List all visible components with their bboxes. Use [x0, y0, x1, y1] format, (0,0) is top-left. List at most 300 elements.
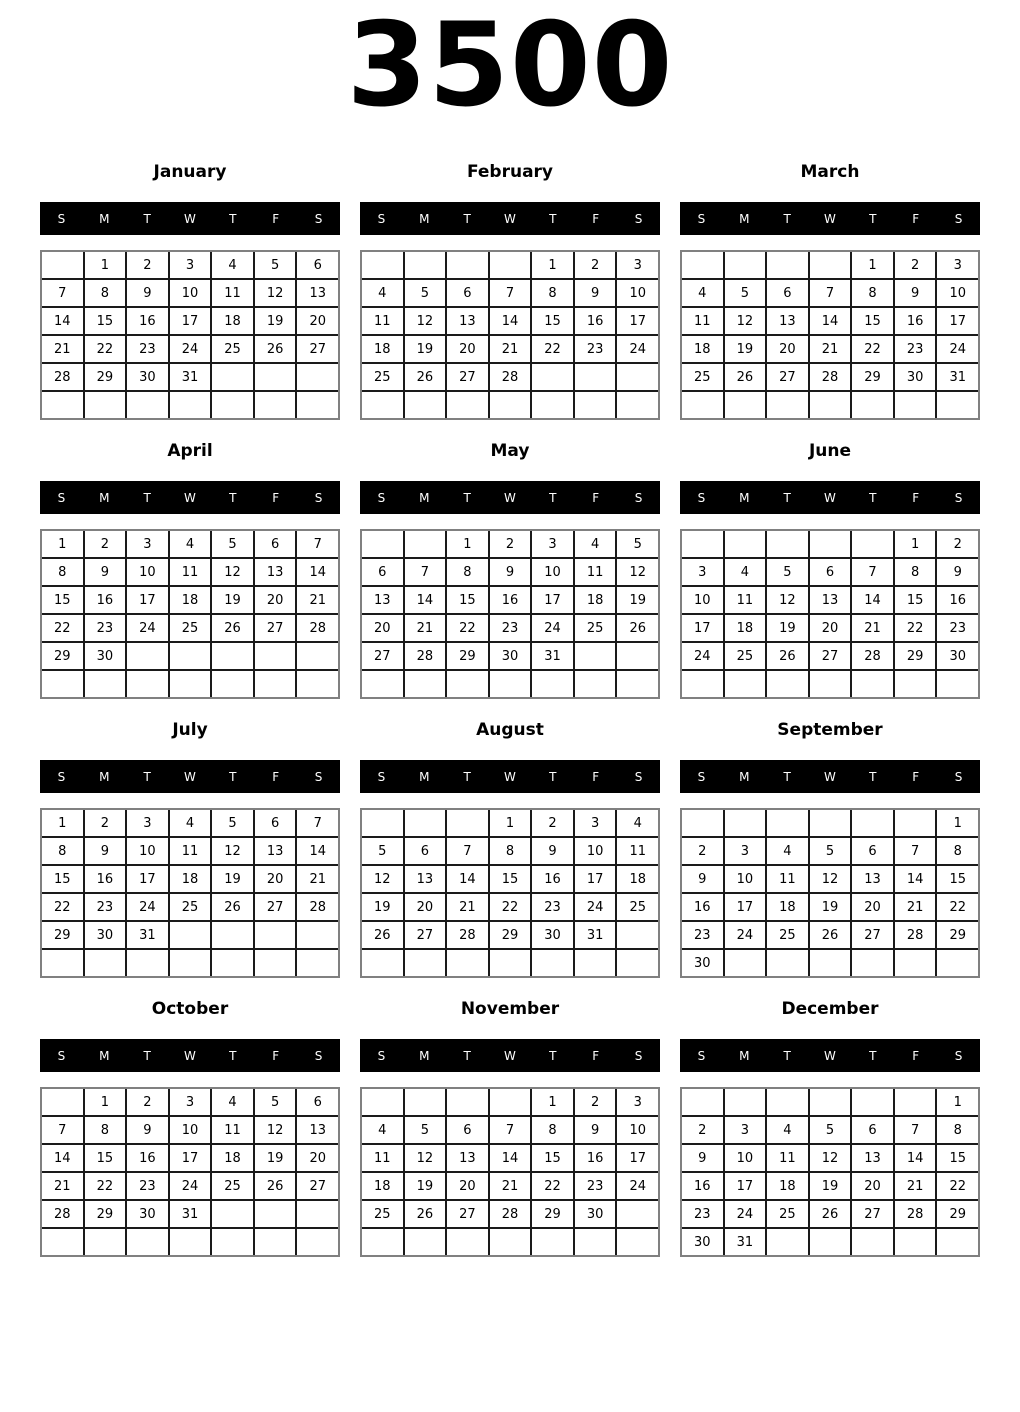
month-title: February	[466, 162, 554, 182]
date-cell: 15	[532, 1145, 573, 1171]
date-cell: 19	[212, 587, 253, 613]
day-header-cell: F	[912, 769, 920, 784]
date-cell: 16	[532, 866, 573, 892]
empty-cell	[85, 950, 126, 976]
date-cell: 4	[362, 280, 403, 306]
date-cell: 21	[810, 336, 851, 362]
date-cell: 9	[532, 838, 573, 864]
date-cell: 4	[767, 1117, 808, 1143]
date-cell: 28	[42, 364, 83, 390]
date-cell: 9	[682, 1145, 723, 1171]
date-cell: 9	[127, 280, 168, 306]
date-cell: 3	[937, 252, 978, 278]
empty-cell	[490, 1229, 531, 1255]
empty-cell	[362, 810, 403, 836]
date-cell: 24	[937, 336, 978, 362]
date-cell: 25	[212, 336, 253, 362]
day-header-row	[360, 760, 660, 793]
date-cell: 25	[767, 922, 808, 948]
date-cell: 12	[405, 308, 446, 334]
day-header-cell: T	[143, 769, 151, 784]
date-cell: 26	[725, 364, 766, 390]
day-header-row	[360, 202, 660, 235]
date-cell: 14	[42, 308, 83, 334]
date-cell: 2	[532, 810, 573, 836]
day-header-cell: W	[184, 490, 196, 505]
date-cell: 19	[810, 894, 851, 920]
date-cell: 20	[852, 894, 893, 920]
day-header-cell: T	[549, 1048, 557, 1063]
empty-cell	[42, 1229, 83, 1255]
date-cell: 9	[575, 1117, 616, 1143]
date-cell: 10	[937, 280, 978, 306]
date-grid	[360, 529, 660, 699]
date-cell: 17	[170, 1145, 211, 1171]
empty-cell	[405, 810, 446, 836]
date-cell: 25	[575, 615, 616, 641]
date-cell: 9	[85, 559, 126, 585]
day-header-cell: F	[592, 1048, 600, 1063]
date-cell: 14	[405, 587, 446, 613]
date-cell: 13	[852, 1145, 893, 1171]
empty-cell	[810, 950, 851, 976]
date-cell: 1	[895, 531, 936, 557]
month-block	[40, 999, 340, 1257]
empty-cell	[405, 392, 446, 418]
empty-cell	[362, 252, 403, 278]
date-cell: 11	[725, 587, 766, 613]
date-cell: 28	[297, 894, 338, 920]
date-cell: 6	[852, 1117, 893, 1143]
empty-cell	[575, 1229, 616, 1255]
empty-cell	[937, 392, 978, 418]
date-cell: 25	[362, 364, 403, 390]
date-cell: 23	[85, 615, 126, 641]
date-cell: 28	[490, 1201, 531, 1227]
empty-cell	[447, 671, 488, 697]
month-title: April	[167, 441, 213, 461]
day-header-cell: S	[954, 490, 963, 505]
date-cell: 28	[297, 615, 338, 641]
empty-cell	[85, 671, 126, 697]
date-cell: 5	[405, 280, 446, 306]
empty-cell	[212, 1229, 253, 1255]
empty-cell	[532, 364, 573, 390]
empty-cell	[447, 950, 488, 976]
date-cell: 16	[127, 308, 168, 334]
day-header-cell: T	[549, 211, 557, 226]
date-cell: 23	[532, 894, 573, 920]
empty-cell	[682, 531, 723, 557]
empty-cell	[810, 392, 851, 418]
date-grid	[680, 529, 980, 699]
date-cell: 3	[127, 531, 168, 557]
empty-cell	[617, 671, 658, 697]
empty-cell	[405, 671, 446, 697]
date-cell: 30	[682, 1229, 723, 1255]
date-cell: 21	[42, 336, 83, 362]
date-cell: 7	[447, 838, 488, 864]
empty-cell	[362, 392, 403, 418]
date-cell: 18	[725, 615, 766, 641]
date-cell: 12	[810, 1145, 851, 1171]
date-cell: 1	[532, 1089, 573, 1115]
date-cell: 30	[895, 364, 936, 390]
date-cell: 7	[895, 838, 936, 864]
date-cell: 21	[405, 615, 446, 641]
day-header-cell: M	[99, 769, 110, 784]
empty-cell	[575, 364, 616, 390]
empty-cell	[255, 1201, 296, 1227]
date-cell: 14	[490, 1145, 531, 1171]
date-cell: 16	[682, 894, 723, 920]
date-cell: 6	[255, 810, 296, 836]
empty-cell	[682, 252, 723, 278]
date-cell: 15	[937, 1145, 978, 1171]
date-cell: 24	[127, 615, 168, 641]
date-cell: 26	[405, 364, 446, 390]
date-cell: 26	[810, 1201, 851, 1227]
date-cell: 21	[895, 894, 936, 920]
day-header-cell: T	[143, 490, 151, 505]
date-cell: 4	[767, 838, 808, 864]
empty-cell	[767, 810, 808, 836]
month-block	[680, 162, 980, 420]
date-cell: 31	[170, 1201, 211, 1227]
month-title: November	[460, 999, 560, 1019]
date-cell: 5	[362, 838, 403, 864]
date-grid	[40, 808, 340, 978]
month-block	[680, 441, 980, 699]
day-header-cell: W	[824, 1048, 836, 1063]
date-cell: 22	[42, 894, 83, 920]
empty-cell	[617, 392, 658, 418]
day-header-cell: S	[377, 490, 386, 505]
date-cell: 7	[490, 1117, 531, 1143]
day-header-cell: M	[99, 1048, 110, 1063]
day-header-cell: F	[912, 211, 920, 226]
date-cell: 15	[937, 866, 978, 892]
date-cell: 13	[767, 308, 808, 334]
date-cell: 28	[42, 1201, 83, 1227]
date-cell: 11	[362, 1145, 403, 1171]
month-title: August	[476, 720, 544, 740]
date-cell: 10	[682, 587, 723, 613]
date-cell: 22	[532, 1173, 573, 1199]
empty-cell	[255, 950, 296, 976]
months-grid	[0, 162, 1020, 1257]
empty-cell	[42, 671, 83, 697]
date-cell: 24	[682, 643, 723, 669]
date-cell: 20	[852, 1173, 893, 1199]
date-cell: 8	[447, 559, 488, 585]
empty-cell	[895, 1229, 936, 1255]
empty-cell	[895, 1089, 936, 1115]
empty-cell	[725, 1089, 766, 1115]
date-cell: 5	[767, 559, 808, 585]
date-grid	[40, 250, 340, 420]
date-cell: 22	[85, 336, 126, 362]
empty-cell	[490, 950, 531, 976]
empty-cell	[895, 810, 936, 836]
day-header-cell: S	[57, 490, 66, 505]
day-header-cell: M	[739, 211, 750, 226]
empty-cell	[617, 1229, 658, 1255]
date-cell: 1	[42, 810, 83, 836]
date-cell: 31	[725, 1229, 766, 1255]
day-header-cell: T	[869, 490, 877, 505]
date-cell: 30	[532, 922, 573, 948]
date-cell: 4	[170, 810, 211, 836]
day-header-cell: F	[592, 211, 600, 226]
date-cell: 20	[447, 336, 488, 362]
month-title: March	[800, 162, 860, 182]
empty-cell	[575, 950, 616, 976]
month-block	[40, 720, 340, 978]
date-cell: 24	[575, 894, 616, 920]
empty-cell	[447, 1229, 488, 1255]
day-header-cell: S	[697, 211, 706, 226]
date-cell: 17	[617, 308, 658, 334]
date-cell: 14	[852, 587, 893, 613]
date-cell: 28	[447, 922, 488, 948]
empty-cell	[362, 1089, 403, 1115]
empty-cell	[447, 392, 488, 418]
date-cell: 13	[297, 280, 338, 306]
empty-cell	[212, 364, 253, 390]
empty-cell	[810, 531, 851, 557]
date-grid	[360, 250, 660, 420]
date-cell: 27	[362, 643, 403, 669]
date-cell: 6	[297, 252, 338, 278]
date-cell: 27	[297, 1173, 338, 1199]
empty-cell	[682, 810, 723, 836]
date-cell: 1	[447, 531, 488, 557]
empty-cell	[447, 1089, 488, 1115]
date-grid	[680, 1087, 980, 1257]
date-cell: 9	[490, 559, 531, 585]
empty-cell	[255, 922, 296, 948]
date-cell: 14	[895, 866, 936, 892]
date-cell: 3	[617, 252, 658, 278]
date-cell: 4	[575, 531, 616, 557]
empty-cell	[682, 1089, 723, 1115]
day-header-cell: S	[697, 1048, 706, 1063]
date-cell: 29	[532, 1201, 573, 1227]
day-header-row	[360, 1039, 660, 1072]
empty-cell	[170, 392, 211, 418]
date-cell: 11	[575, 559, 616, 585]
date-cell: 24	[170, 336, 211, 362]
day-header-cell: S	[697, 769, 706, 784]
month-title: September	[777, 720, 883, 740]
date-cell: 13	[405, 866, 446, 892]
date-cell: 27	[810, 643, 851, 669]
day-header-cell: T	[549, 769, 557, 784]
date-cell: 2	[682, 1117, 723, 1143]
date-cell: 16	[575, 308, 616, 334]
date-cell: 22	[85, 1173, 126, 1199]
date-cell: 27	[297, 336, 338, 362]
date-cell: 23	[575, 1173, 616, 1199]
date-cell: 21	[490, 336, 531, 362]
date-cell: 13	[810, 587, 851, 613]
date-cell: 21	[490, 1173, 531, 1199]
date-cell: 19	[810, 1173, 851, 1199]
empty-cell	[170, 643, 211, 669]
day-header-cell: M	[99, 490, 110, 505]
date-cell: 29	[85, 364, 126, 390]
day-header-row	[680, 481, 980, 514]
empty-cell	[532, 392, 573, 418]
date-cell: 28	[405, 643, 446, 669]
day-header-cell: S	[377, 211, 386, 226]
day-header-cell: F	[592, 490, 600, 505]
empty-cell	[937, 671, 978, 697]
date-cell: 15	[85, 1145, 126, 1171]
month-block	[360, 999, 660, 1257]
date-cell: 23	[937, 615, 978, 641]
date-cell: 26	[767, 643, 808, 669]
empty-cell	[127, 950, 168, 976]
empty-cell	[852, 810, 893, 836]
month-block	[40, 162, 340, 420]
date-cell: 1	[42, 531, 83, 557]
day-header-row	[360, 481, 660, 514]
date-cell: 21	[297, 866, 338, 892]
date-cell: 25	[362, 1201, 403, 1227]
empty-cell	[405, 950, 446, 976]
date-cell: 5	[212, 531, 253, 557]
date-cell: 27	[447, 1201, 488, 1227]
day-header-cell: W	[504, 490, 516, 505]
date-cell: 7	[810, 280, 851, 306]
date-cell: 11	[170, 559, 211, 585]
date-cell: 24	[532, 615, 573, 641]
empty-cell	[937, 950, 978, 976]
day-header-row	[40, 202, 340, 235]
date-cell: 15	[532, 308, 573, 334]
date-cell: 8	[937, 838, 978, 864]
date-cell: 13	[255, 559, 296, 585]
empty-cell	[362, 671, 403, 697]
date-cell: 25	[725, 643, 766, 669]
date-cell: 6	[447, 1117, 488, 1143]
date-cell: 6	[297, 1089, 338, 1115]
date-cell: 11	[767, 1145, 808, 1171]
date-cell: 30	[85, 643, 126, 669]
date-cell: 31	[170, 364, 211, 390]
date-cell: 7	[852, 559, 893, 585]
empty-cell	[297, 1229, 338, 1255]
date-cell: 14	[447, 866, 488, 892]
date-cell: 11	[212, 280, 253, 306]
date-cell: 17	[937, 308, 978, 334]
empty-cell	[405, 1089, 446, 1115]
date-cell: 28	[810, 364, 851, 390]
date-cell: 13	[255, 838, 296, 864]
empty-cell	[297, 643, 338, 669]
day-header-cell: F	[272, 769, 280, 784]
date-cell: 13	[362, 587, 403, 613]
date-cell: 18	[767, 894, 808, 920]
empty-cell	[297, 950, 338, 976]
empty-cell	[255, 364, 296, 390]
date-cell: 25	[767, 1201, 808, 1227]
empty-cell	[255, 392, 296, 418]
empty-cell	[895, 392, 936, 418]
day-header-row	[680, 1039, 980, 1072]
date-cell: 1	[937, 810, 978, 836]
day-header-row	[40, 1039, 340, 1072]
date-cell: 23	[682, 1201, 723, 1227]
date-cell: 16	[682, 1173, 723, 1199]
date-cell: 9	[575, 280, 616, 306]
date-cell: 21	[42, 1173, 83, 1199]
empty-cell	[297, 922, 338, 948]
date-cell: 14	[490, 308, 531, 334]
day-header-cell: W	[184, 1048, 196, 1063]
date-cell: 23	[127, 1173, 168, 1199]
date-cell: 4	[725, 559, 766, 585]
date-cell: 31	[937, 364, 978, 390]
empty-cell	[405, 1229, 446, 1255]
date-cell: 20	[255, 866, 296, 892]
date-cell: 16	[937, 587, 978, 613]
date-cell: 5	[725, 280, 766, 306]
month-title: October	[151, 999, 229, 1019]
date-cell: 16	[127, 1145, 168, 1171]
empty-cell	[362, 531, 403, 557]
date-cell: 6	[405, 838, 446, 864]
date-grid	[680, 808, 980, 978]
date-cell: 25	[212, 1173, 253, 1199]
date-cell: 26	[255, 336, 296, 362]
empty-cell	[617, 922, 658, 948]
date-cell: 17	[127, 866, 168, 892]
date-cell: 28	[895, 922, 936, 948]
date-cell: 17	[170, 308, 211, 334]
empty-cell	[682, 392, 723, 418]
month-block	[40, 441, 340, 699]
date-cell: 19	[767, 615, 808, 641]
month-block	[360, 720, 660, 978]
date-cell: 1	[85, 252, 126, 278]
date-cell: 11	[170, 838, 211, 864]
date-cell: 6	[852, 838, 893, 864]
date-grid	[360, 1087, 660, 1257]
date-cell: 23	[895, 336, 936, 362]
date-cell: 24	[617, 336, 658, 362]
empty-cell	[212, 392, 253, 418]
date-cell: 26	[810, 922, 851, 948]
date-cell: 21	[297, 587, 338, 613]
date-cell: 27	[447, 364, 488, 390]
date-cell: 6	[362, 559, 403, 585]
date-cell: 5	[810, 838, 851, 864]
empty-cell	[617, 1201, 658, 1227]
date-cell: 14	[42, 1145, 83, 1171]
month-title: December	[781, 999, 879, 1019]
day-header-cell: F	[272, 1048, 280, 1063]
date-cell: 6	[255, 531, 296, 557]
empty-cell	[212, 950, 253, 976]
empty-cell	[725, 810, 766, 836]
day-header-cell: T	[549, 490, 557, 505]
date-cell: 2	[127, 252, 168, 278]
date-cell: 28	[490, 364, 531, 390]
empty-cell	[297, 364, 338, 390]
